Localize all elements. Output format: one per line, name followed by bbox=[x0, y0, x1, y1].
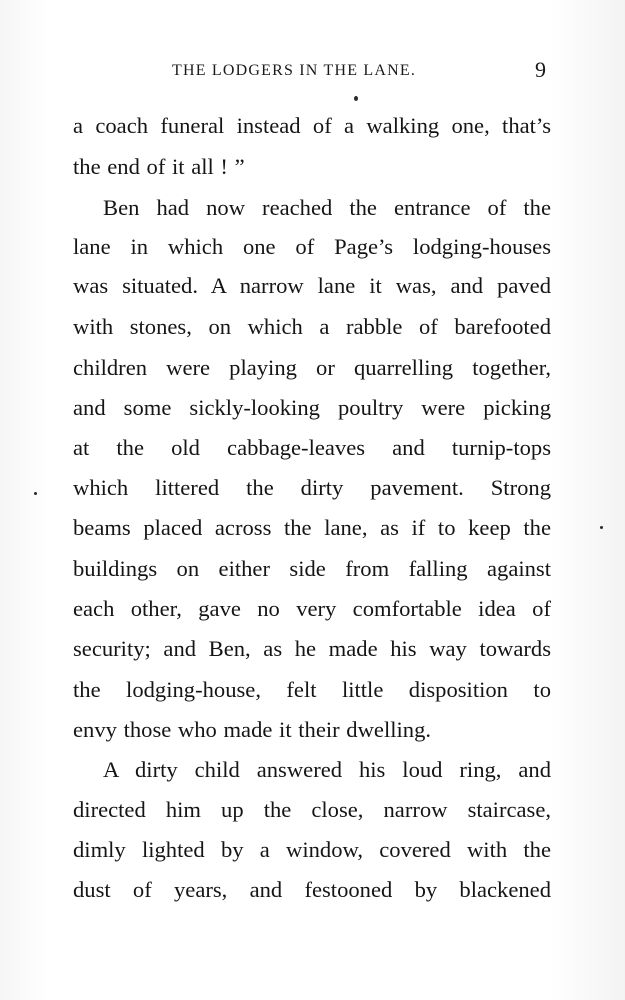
text-line: with stones, on which a rabble of barefooted bbox=[73, 314, 551, 339]
text-line: lane in which one of Page’s lodging-houses bbox=[73, 234, 551, 259]
text-line: the lodging-house, felt little disposition to bbox=[73, 677, 551, 702]
text-line: buildings on either side from falling against bbox=[73, 556, 551, 581]
text-line: security; and Ben, as he made his way towards bbox=[73, 636, 551, 661]
paragraph-start-line: Ben had now reached the entrance of the bbox=[103, 195, 551, 220]
running-title: THE LODGERS IN THE LANE. bbox=[172, 62, 417, 79]
text-line: the end of it all ! ” bbox=[73, 154, 245, 179]
ink-speck bbox=[354, 96, 358, 101]
text-line: and some sickly-looking poultry were picking bbox=[73, 395, 551, 420]
text-line: directed him up the close, narrow staircase, bbox=[73, 797, 551, 822]
paragraph-start-line: A dirty child answered his loud ring, and bbox=[103, 757, 551, 782]
text-line: each other, gave no very comfortable idea of bbox=[73, 596, 551, 621]
text-line: beams placed across the lane, as if to keep the bbox=[73, 515, 551, 540]
text-line: at the old cabbage-leaves and turnip-tops bbox=[73, 435, 551, 460]
text-line: dimly lighted by a window, covered with the bbox=[73, 837, 551, 862]
ink-speck bbox=[34, 492, 37, 495]
text-line: children were playing or quarrelling together, bbox=[73, 355, 551, 380]
text-line: dust of years, and festooned by blackened bbox=[73, 877, 551, 902]
text-line: envy those who made it their dwelling. bbox=[73, 717, 432, 742]
text-line: which littered the dirty pavement. Strong bbox=[73, 475, 551, 500]
page-number: 9 bbox=[535, 57, 546, 82]
text-line: was situated. A narrow lane it was, and paved bbox=[73, 273, 551, 298]
ink-speck bbox=[600, 526, 603, 529]
text-line: a coach funeral instead of a walking one, that’s bbox=[73, 113, 551, 138]
